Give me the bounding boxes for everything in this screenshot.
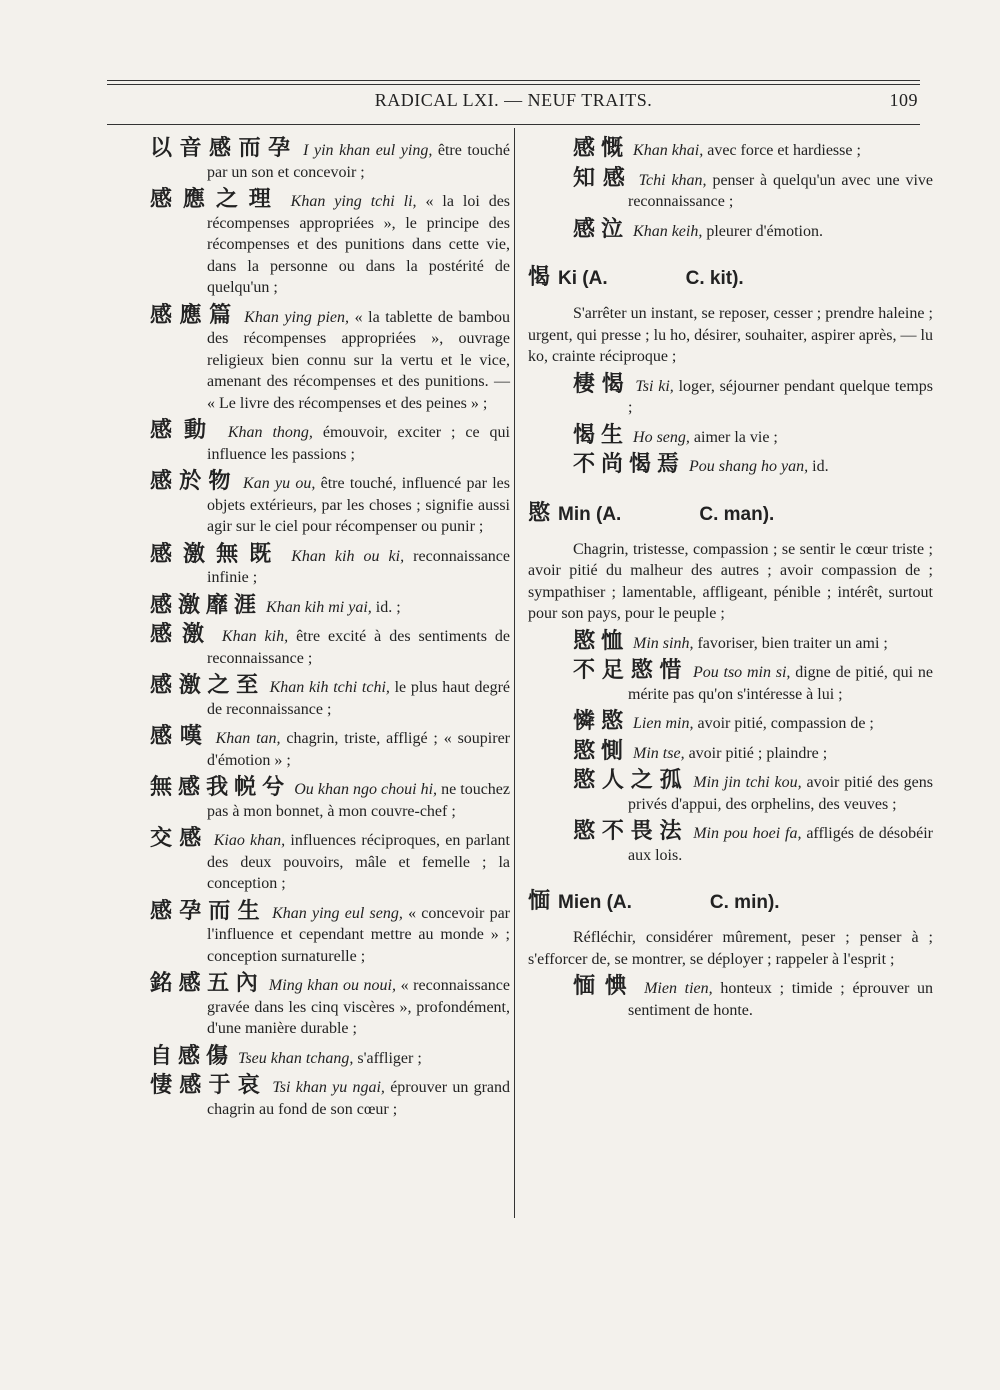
entry-definition: « la loi des récompenses appropriées », le principe des récompenses et des punitions dans cette vie, dans la personne ou dans la postérité de quelqu'un ; [207,193,511,296]
radical-cantonese: C. man). [699,503,775,525]
entry-characters: 銘感五內 [150,971,265,996]
entry-transcription: Khan khai, [633,142,704,159]
entry-transcription: Tsi ki, [635,377,674,395]
entry-characters: 以音感而孕 [150,136,298,161]
left-column [150,138,510,1126]
entry-definition: penser à quelqu'un avec une vive reconnaissance ; [628,171,934,210]
entry-definition: « reconnaissance gravée dans les cinq viscères », profondément, d'une manière durable ; [207,977,511,1037]
dictionary-entry [150,828,510,895]
entry-transcription: Mien tien, [644,980,713,997]
entry-characters: 感動 [150,418,218,443]
dictionary-entry [150,898,511,968]
header-rule-top [107,80,920,81]
entry-transcription: Khan thong, [227,424,313,441]
radical-cantonese: C. kit). [685,268,744,289]
radical-definition-text: S'arrêter un instant, se reposer, cesser ; prendre haleine ; urgent, qui presse ; lu ho, désirer, souhaiter, aspirer après, — lu ko, crainte réciproque ; [528,305,933,365]
entry-transcription: I yin khan eul ying, [303,142,433,159]
entry-transcription: Khan kih mi yai, [266,598,372,616]
dictionary-entry [150,189,510,299]
entry-definition: « concevoir par l'influence et cependant mettre au monde » ; conception surnaturelle ; [207,904,511,965]
column-divider [514,128,515,1218]
header-title: RADICAL LXI. — NEUF TRAITS. [374,90,653,110]
radical-character: 愒 [528,265,551,290]
running-header [107,90,920,116]
entry-transcription: Khan kih, [221,628,289,645]
dictionary-entry [150,726,510,771]
entry-definition: « la tablette de bambou des récompenses appropriées », ouvrage religieux bien connu sur la vertu et le vice, amenant des récompenses et des punitions. — « Le livre des récompenses et des peines » ; [207,308,511,412]
entry-definition: pleurer d'émotion. [706,222,823,240]
entry-characters: 感激之至 [150,673,265,698]
entry-characters: 不足愍惜 [573,658,689,683]
entry-transcription: Min sinh, [633,634,694,652]
entry-definition: ne touchez pas à mon bonnet, à mon couvre-chef ; [207,781,510,820]
entry-transcription: Ming khan ou noui, [268,977,396,994]
entry-characters: 愍人之孤 [573,768,689,793]
entry-transcription: Pou shang ho yan, [689,458,809,475]
dictionary-entry [150,973,510,1040]
entry-definition: s'affliger ; [357,1049,422,1067]
entry-characters: 感激靡涯 [150,592,263,618]
dictionary-entry [528,976,933,1021]
entry-characters: 知感 [573,165,633,191]
entry-definition: aimer la vie ; [693,428,778,446]
entry-definition: avoir pitié des gens privés d'appui, des orphelins, des veuves ; [628,774,934,813]
dictionary-entry [150,420,510,465]
dictionary-entry [528,770,933,815]
entry-definition: avec force et hardiesse ; [707,142,861,159]
entry-transcription: Lien min, [633,715,694,732]
entry-definition: reconnaissance infinie ; [207,547,510,586]
entry-transcription: Khan ying tchi li, [290,193,417,210]
entry-definition: avoir pitié, compassion de ; [697,715,874,732]
entry-transcription: Min pou hoei fa, [693,825,802,842]
entry-definition: chagrin, triste, affligé ; « soupirer d'émotion » ; [207,730,511,769]
dictionary-entry [528,422,933,449]
dictionary-entry [528,216,933,243]
entry-definition: loger, séjourner pendant quelque temps ; [628,377,934,416]
dictionary-entry [150,675,510,720]
entry-transcription: Khan kih ou ki, [291,547,405,565]
entry-transcription: Min tse, [633,744,685,762]
entry-characters: 感激無既 [150,541,283,567]
entry-characters: 愐㥏 [573,974,637,999]
dictionary-entry [528,371,934,419]
dictionary-entry [528,738,933,765]
entry-characters: 憐愍 [573,709,630,734]
entry-characters: 自感傷 [150,1043,235,1069]
radical-character: 愐 [528,889,551,914]
dictionary-entry [150,471,510,538]
entry-characters: 交感 [150,826,209,851]
entry-characters: 愍惻 [573,738,630,764]
entry-characters: 悽感于哀 [150,1073,268,1098]
header-rule-top-2 [107,84,920,85]
entry-definition: être touché, influencé par les objets extérieurs, par les choses ; signifie aussi agir sur le ciel pour récompenser ou punir ; [207,475,510,535]
entry-characters: 不尚愒焉 [573,452,686,477]
entry-transcription: Khan ying eul seng, [272,904,403,922]
dictionary-entry [528,711,933,735]
radical-heading-mien [528,884,933,915]
dictionary-entry [150,138,510,183]
header-rule-bottom [107,124,920,125]
radical-definition-text: Chagrin, tristesse, compassion ; se sentir le cœur triste ; avoir pitié du malheur des autres ; avoir compassion de ; sympathiser ; lamentable, affligeant, pénible ; intérêt, surtout pour son pays, pour le peuple ; [528,540,933,622]
entry-characters: 無感我帨兮 [150,775,291,800]
entry-transcription: Min jin tchi kou, [693,774,802,791]
radical-definition [528,927,933,970]
entry-transcription: Khan kih tchi tchi, [269,679,390,696]
entry-transcription: Tchi khan, [638,171,707,189]
entry-definition: affligés de désobéir aux lois. [628,825,933,864]
entry-transcription: Tsi khan yu ngai, [272,1079,385,1096]
entry-transcription: Pou tso min si, [692,664,791,681]
dictionary-entry [528,454,933,478]
dictionary-entry [150,1043,510,1070]
dictionary-entry [528,628,933,655]
entry-transcription: Tseu khan tchang, [238,1049,354,1067]
dictionary-entry [150,777,510,822]
radical-name: Ki (A. [558,268,608,289]
radical-definition-text: Réfléchir, considérer mûrement, peser ; penser à ; s'efforcer de, se montrer, se déployer ; rappeler à l'esprit ; [528,929,933,968]
entry-definition: influences réciproques, en parlant des deux pouvoirs, mâle et femelle ; la conception ; [207,832,510,892]
radical-definition [528,539,933,625]
entry-characters: 感激 [150,622,214,647]
entry-definition: avoir pitié ; plaindre ; [688,744,828,762]
radical-name: Mien (A. [558,892,632,913]
entry-definition: émouvoir, exciter ; ce qui influence les passions ; [207,424,510,463]
entry-definition: digne de pitié, qui ne mérite pas qu'on s'intéresse à lui ; [628,664,934,703]
entry-definition: éprouver un grand chagrin au fond de son cœur ; [207,1079,511,1118]
dictionary-entry [528,138,933,162]
entry-definition: id. [812,458,829,475]
dictionary-entry [150,302,511,415]
entry-characters: 感嘆 [150,724,210,749]
entry-transcription: Ho seng, [633,428,690,446]
entry-characters: 愍恤 [573,628,630,654]
entry-definition: honteux ; timide ; éprouver un sentiment de honte. [628,980,934,1019]
entry-definition: le plus haut degré de reconnaissance ; [207,679,511,718]
entry-transcription: Ou khan ngo choui hi, [294,781,438,798]
entry-transcription: Khan tan, [215,730,281,747]
radical-cantonese: C. min). [709,892,780,913]
radical-character: 愍 [528,500,551,526]
entry-definition: être excité à des sentiments de reconnaissance ; [207,628,511,667]
radical-heading-ki [528,260,933,291]
entry-characters: 愍不畏法 [573,819,689,844]
entry-transcription: Khan ying pien, [244,308,350,326]
dictionary-entry [150,592,510,619]
entry-definition: favoriser, bien traiter un ami ; [697,634,888,652]
entry-characters: 感應之理 [150,187,282,212]
page-number: 109 [889,90,918,110]
dictionary-entry [150,541,510,589]
dictionary-entry [150,1075,510,1120]
right-column [528,138,933,1027]
entry-definition: id. ; [375,598,401,616]
dictionary-entry [150,624,510,669]
entry-characters: 愒生 [573,422,630,448]
radical-name: Min (A. [558,503,622,525]
entry-transcription: Khan keih, [633,222,703,240]
radical-definition [528,303,933,368]
entry-characters: 感應篇 [150,302,239,328]
entry-characters: 感於物 [150,469,238,494]
dictionary-entry [528,821,933,866]
entry-characters: 感泣 [573,216,630,242]
dictionary-entry [528,660,933,705]
entry-characters: 感慨 [573,136,630,161]
entry-definition: être touché par un son et concevoir ; [207,142,511,181]
entry-transcription: Kiao khan, [213,832,286,849]
entry-characters: 棲愒 [573,371,631,397]
entry-transcription: Kan yu ou, [243,475,316,492]
entry-characters: 感孕而生 [150,898,267,924]
dictionary-entry [528,165,934,213]
radical-heading-min [528,496,933,527]
